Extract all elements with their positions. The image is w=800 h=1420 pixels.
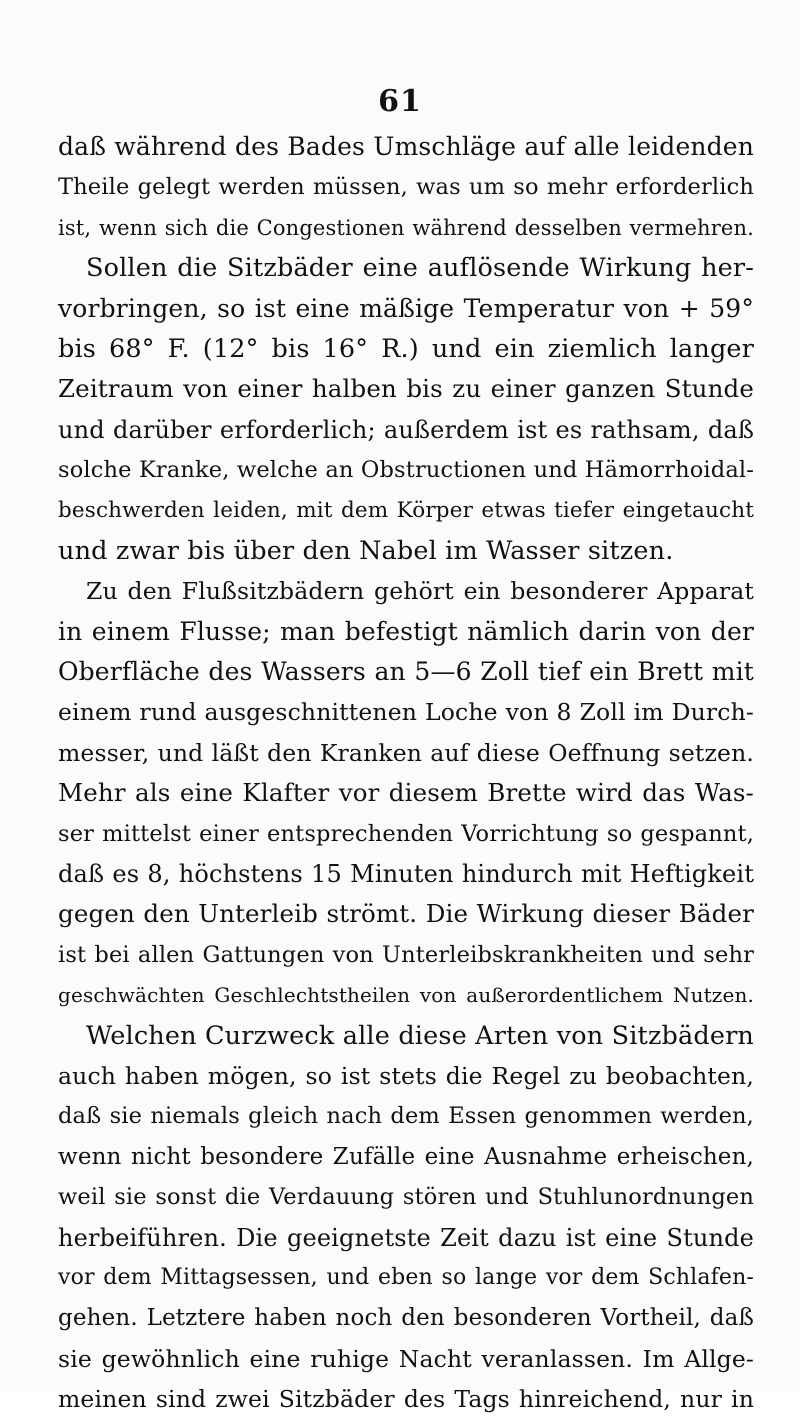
- text-line: sie gewöhnlich eine ruhige Nacht veranlassen. Im Allge-: [58, 1344, 754, 1373]
- text-line: beschwerden leiden, mit dem Körper etwas tiefer eingetaucht: [58, 497, 754, 523]
- page-number: 61: [378, 84, 422, 119]
- text-line: Zu den Flußsitzbädern gehört ein besonderer Apparat: [86, 577, 754, 606]
- text-line: weil sie sonst die Verdauung stören und Stuhlunordnungen: [58, 1184, 754, 1211]
- text-line: vor dem Mittagsessen, und eben so lange vor dem Schlafen-: [58, 1264, 754, 1290]
- text-line: und zwar bis über den Nabel im Wasser sitzen.: [58, 535, 674, 566]
- text-line: ist, wenn sich die Congestionen während desselben vermehren.: [58, 215, 754, 240]
- text-line: Oberfläche des Wassers an 5—6 Zoll tief ein Brett mit: [58, 657, 754, 687]
- text-line: ser mittelst einer entsprechenden Vorrichtung so gespannt,: [58, 820, 754, 847]
- text-line: solche Kranke, welche an Obstructionen und Hämorrhoidal-: [58, 457, 754, 484]
- text-line: Zeitraum von einer halben bis zu einer ganzen Stunde: [58, 374, 754, 404]
- text-line: geschwächten Geschlechtstheilen von außerordentlichem Nutzen.: [58, 983, 754, 1008]
- text-line: wenn nicht besondere Zufälle eine Ausnahme erheischen,: [58, 1143, 754, 1170]
- text-line: ist bei allen Gattungen von Unterleibskrankheiten und sehr: [58, 941, 754, 968]
- text-line: gehen. Letztere haben noch den besonderen Vortheil, daß: [58, 1305, 754, 1332]
- text-line: Sollen die Sitzbäder eine auflösende Wirkung her-: [86, 253, 754, 284]
- text-line: meinen sind zwei Sitzbäder des Tags hinreichend, nur in: [58, 1385, 754, 1414]
- text-line: bis 68° F. (12° bis 16° R.) und ein ziemlich langer: [58, 333, 754, 364]
- text-line: daß es 8, höchstens 15 Minuten hindurch mit Heftigkeit: [58, 860, 754, 889]
- text-line: gegen den Unterleib strömt. Die Wirkung dieser Bäder: [58, 899, 754, 929]
- text-line: in einem Flusse; man befestigt nämlich darin von der: [58, 616, 754, 646]
- text-line: einem rund ausgeschnittenen Loche von 8 Zoll im Durch-: [58, 698, 754, 727]
- text-line: herbeiführen. Die geeignetste Zeit dazu ist eine Stunde: [58, 1223, 754, 1252]
- text-line: messer, und läßt den Kranken auf diese Oeffnung setzen.: [58, 738, 754, 767]
- text-line: vorbringen, so ist eine mäßige Temperatur von + 59°: [58, 293, 754, 323]
- text-line: Mehr als eine Klafter vor diesem Brette wird das Was-: [58, 778, 754, 808]
- text-line: daß während des Bades Umschläge auf alle leidenden: [58, 132, 754, 161]
- text-line: und darüber erforderlich; außerdem ist es rathsam, daß: [58, 415, 754, 444]
- text-line: auch haben mögen, so ist stets die Regel zu beobachten,: [58, 1061, 754, 1090]
- text-line: daß sie niemals gleich nach dem Essen genommen werden,: [58, 1103, 754, 1130]
- text-line: Welchen Curzweck alle diese Arten von Sitzbädern: [86, 1020, 754, 1051]
- text-line: Theile gelegt werden müssen, was um so mehr erforderlich: [58, 174, 754, 201]
- body-text: [58, 127, 754, 1420]
